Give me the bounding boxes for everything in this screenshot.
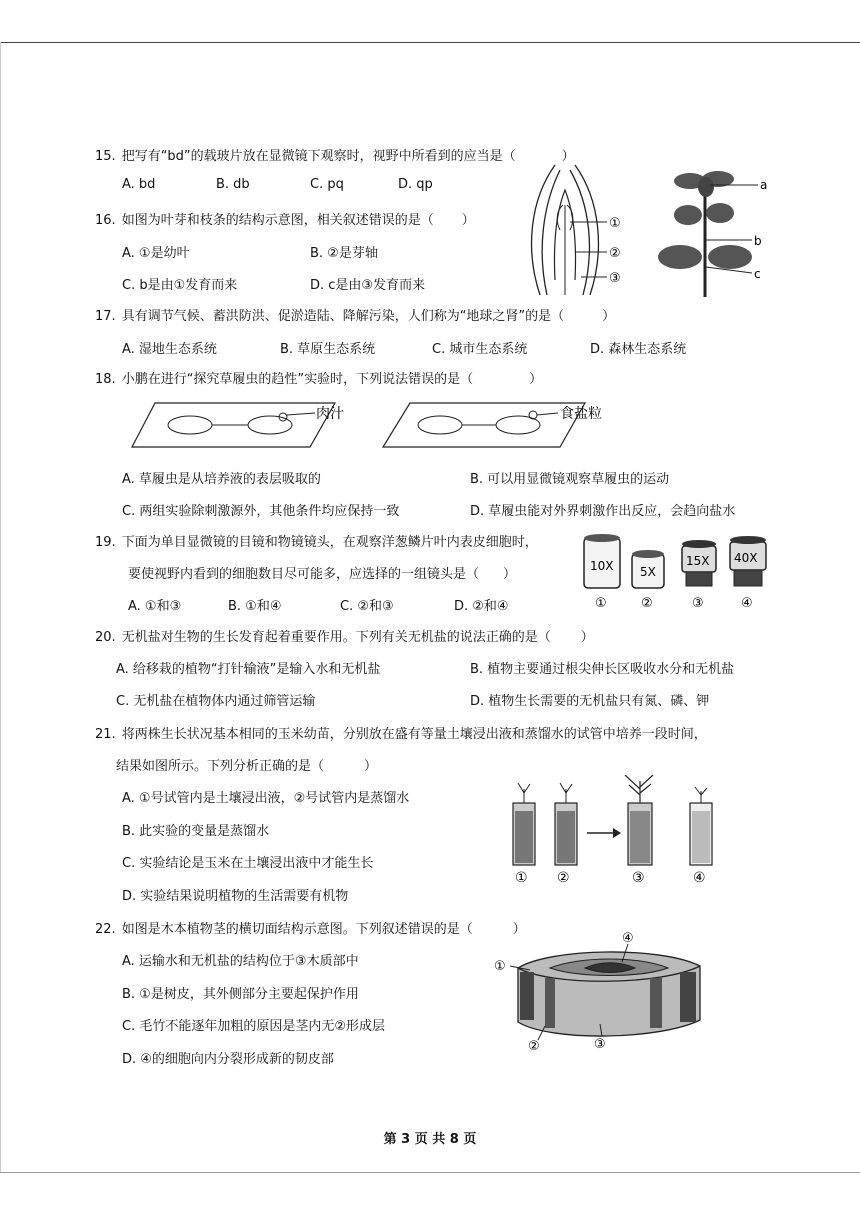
option-b: B. 草原生态系统: [280, 342, 376, 357]
bracket-close: ）: [364, 759, 378, 774]
question-text: 小鹏在进行“探究草履虫的趋性”实验时，下列说法错误的是（: [121, 372, 474, 387]
option-a: A. ①号试管内是土壤浸出液，②号试管内是蒸馏水: [122, 791, 410, 806]
bracket-close: ）: [580, 630, 594, 645]
page-bottom-border: [0, 1172, 860, 1173]
option-d: D. ②和④: [454, 599, 509, 614]
question-19-stem-line2: [128, 563, 516, 582]
lens-mag-3: 15X: [686, 554, 710, 568]
bracket-close: ）: [461, 213, 475, 228]
question-number: 17.: [95, 309, 116, 324]
lens-mag-1: 10X: [590, 559, 614, 573]
option-b: B. 植物主要通过根尖伸长区吸收水分和无机盐: [470, 662, 735, 677]
option-c: C. ②和③: [340, 599, 394, 614]
woody-stem-cross-section-diagram: [490, 928, 720, 1053]
question-text: 要使视野内看到的细胞数目尽可能多，应选择的一组镜头是（: [128, 567, 480, 582]
option-c: C. b是由①发育而来: [122, 278, 238, 293]
question-number: 15.: [95, 149, 116, 164]
lens-mag-2: 5X: [640, 565, 656, 579]
bracket-close: ）: [503, 567, 517, 582]
option-d: D. 植物生长需要的无机盐只有氮、磷、钾: [470, 694, 710, 709]
question-text: 具有调节气候、蓄洪防洪、促淤造陆、降解污染，人们称为“地球之肾”的是（: [121, 309, 565, 324]
question-16-stem: [95, 209, 475, 228]
bud-label-1: ①: [609, 216, 621, 231]
option-c: C. 无机盐在植物体内通过筛管运输: [116, 694, 316, 709]
tube-label-2: ②: [557, 870, 570, 886]
test-tube-diagram: [505, 775, 730, 890]
branch-label-b: b: [754, 234, 762, 248]
tube-label-4: ④: [693, 870, 706, 886]
option-d: D. ④的细胞向内分裂形成新的韧皮部: [122, 1052, 334, 1067]
question-number: 16.: [95, 213, 116, 228]
lens-mag-4: 40X: [734, 551, 758, 565]
stem-label-3: ③: [594, 1037, 606, 1052]
question-text: 如图是木本植物茎的横切面结构示意图。下列叙述错误的是（: [121, 922, 473, 937]
bracket-close: ）: [561, 149, 575, 164]
page-left-border: [0, 42, 1, 1172]
question-text: 无机盐对生物的生长发育起着重要作用。下列有关无机盐的说法正确的是（: [121, 630, 551, 645]
option-c: C. 毛竹不能逐年加粗的原因是茎内无②形成层: [122, 1019, 385, 1034]
bracket-close: ）: [512, 922, 526, 937]
microscope-lenses-diagram: [578, 530, 773, 612]
stem-label-4: ④: [622, 931, 634, 946]
option-a: A. ①是幼叶: [122, 246, 190, 261]
question-number: 20.: [95, 630, 116, 645]
question-17-stem: [95, 305, 615, 324]
option-a: A. bd: [122, 177, 156, 192]
stem-label-2: ②: [528, 1039, 540, 1053]
option-b: B. db: [216, 177, 250, 192]
paramecium-slide-diagram: [130, 395, 630, 455]
question-text: 如图为叶芽和枝条的结构示意图，相关叙述错误的是（: [121, 213, 434, 228]
branch-label-c: c: [754, 267, 761, 281]
question-15-stem: [95, 145, 575, 164]
page-top-border: [0, 42, 860, 43]
option-a: A. 运输水和无机盐的结构位于③木质部中: [122, 954, 359, 969]
question-21-stem-line1: [95, 723, 707, 742]
lens-label-1: ①: [595, 596, 607, 611]
slide-label-salt: 食盐粒: [560, 406, 602, 422]
option-a: A. 草履虫是从培养液的表层吸取的: [122, 472, 321, 487]
lens-label-4: ④: [741, 596, 753, 611]
question-number: 19.: [95, 535, 116, 550]
option-d: D. 森林生态系统: [590, 342, 687, 357]
option-a: A. 给移栽的植物“打针输液”是输入水和无机盐: [116, 662, 381, 677]
question-number: 21.: [95, 727, 116, 742]
option-b: B. 此实验的变量是蒸馏水: [122, 824, 270, 839]
question-21-stem-line2: [116, 755, 377, 774]
question-number: 22.: [95, 922, 116, 937]
stem-label-1: ①: [494, 959, 506, 974]
option-c: C. 两组实验除刺激源外，其他条件均应保持一致: [122, 504, 400, 519]
question-19-stem-line1: [95, 531, 538, 550]
leaf-bud-diagram: [515, 160, 630, 300]
question-20-stem: [95, 626, 594, 645]
option-d: D. 实验结果说明植物的生活需要有机物: [122, 889, 349, 904]
option-d: D. qp: [398, 177, 433, 192]
lens-label-3: ③: [692, 596, 704, 611]
branch-label-a: a: [760, 178, 768, 192]
option-d: D. 草履虫能对外界刺激作出反应，会趋向盐水: [470, 504, 736, 519]
option-b: B. ②是芽轴: [310, 246, 378, 261]
option-a: A. ①和③: [128, 599, 182, 614]
question-22-stem: [95, 918, 526, 937]
question-number: 18.: [95, 372, 116, 387]
option-d: D. c是由③发育而来: [310, 278, 426, 293]
question-text: 将两株生长状况基本相同的玉米幼苗，分别放在盛有等量土壤浸出液和蒸馏水的试管中培养一段时间，: [121, 727, 707, 742]
option-c: C. pq: [310, 177, 344, 192]
branch-diagram: [650, 165, 775, 300]
page-footer: 第 3 页 共 8 页: [383, 1132, 477, 1147]
bud-label-3: ③: [609, 271, 621, 286]
tube-label-1: ①: [515, 870, 528, 886]
question-text: 下面为单目显微镜的目镜和物镜镜头，在观察洋葱鳞片叶内表皮细胞时，: [121, 535, 538, 550]
slide-label-meat-juice: 肉汁: [316, 406, 344, 422]
option-b: B. ①和④: [228, 599, 282, 614]
tube-label-3: ③: [632, 870, 645, 886]
question-18-stem: [95, 368, 542, 387]
lens-label-2: ②: [641, 596, 653, 611]
question-text: 结果如图所示。下列分析正确的是（: [116, 759, 325, 774]
option-b: B. ①是树皮，其外侧部分主要起保护作用: [122, 987, 359, 1002]
option-c: C. 实验结论是玉米在土壤浸出液中才能生长: [122, 856, 374, 871]
option-a: A. 湿地生态系统: [122, 342, 217, 357]
bracket-close: ）: [529, 372, 543, 387]
bud-label-2: ②: [609, 246, 621, 261]
option-c: C. 城市生态系统: [432, 342, 528, 357]
option-b: B. 可以用显微镜观察草履虫的运动: [470, 472, 670, 487]
question-text: 把写有“bd”的载玻片放在显微镜下观察时，视野中所看到的应当是（: [121, 149, 516, 164]
bracket-close: ）: [602, 309, 616, 324]
